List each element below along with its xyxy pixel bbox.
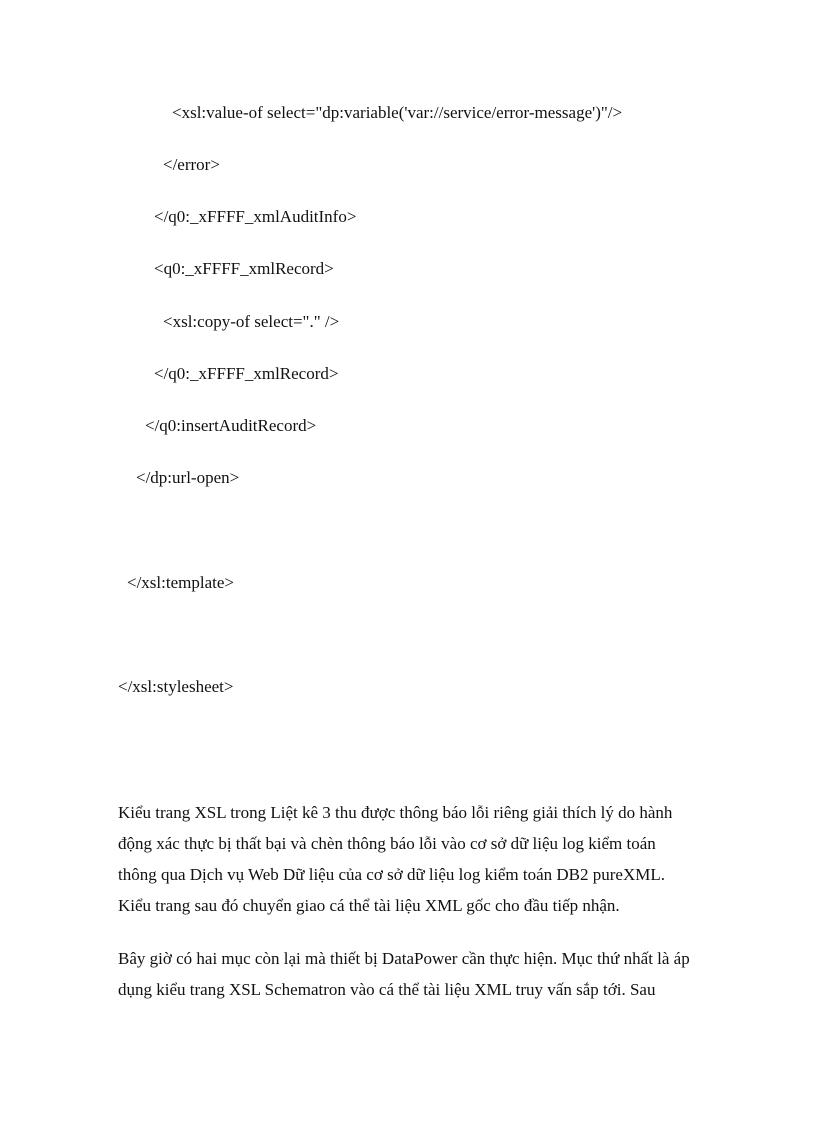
body-paragraph: Bây giờ có hai mục còn lại mà thiết bị DataPower cần thực hiện. Mục thứ nhất là áp dụng kiểu trang XSL Schematron vào cá thể tài liệu XML truy vấn sắp tới. Sau bbox=[118, 949, 690, 999]
code-line: </q0:insertAuditRecord> bbox=[145, 416, 317, 435]
code-line: <xsl:copy-of select="." /> bbox=[163, 312, 340, 331]
code-line: <xsl:value-of select="dp:variable('var://service/error-message')"/> bbox=[172, 103, 623, 122]
code-line: </dp:url-open> bbox=[136, 468, 240, 487]
code-line: <q0:_xFFFF_xmlRecord> bbox=[154, 259, 334, 278]
body-paragraph: Kiểu trang XSL trong Liệt kê 3 thu được thông báo lỗi riêng giải thích lý do hành động xác thực bị thất bại và chèn thông báo lỗi vào cơ sở dữ liệu log kiểm toán thông qua Dịch vụ Web Dữ liệu của cơ sở dữ liệu log kiểm toán DB2 pureXML. Kiểu trang sau đó chuyển giao cá thể tài liệu XML gốc cho đầu tiếp nhận. bbox=[118, 803, 673, 915]
code-line: </xsl:template> bbox=[127, 573, 234, 592]
code-line: </q0:_xFFFF_xmlAuditInfo> bbox=[154, 207, 357, 226]
code-line: </xsl:stylesheet> bbox=[118, 677, 234, 696]
code-line: </error> bbox=[163, 155, 220, 174]
code-line: </q0:_xFFFF_xmlRecord> bbox=[154, 364, 339, 383]
